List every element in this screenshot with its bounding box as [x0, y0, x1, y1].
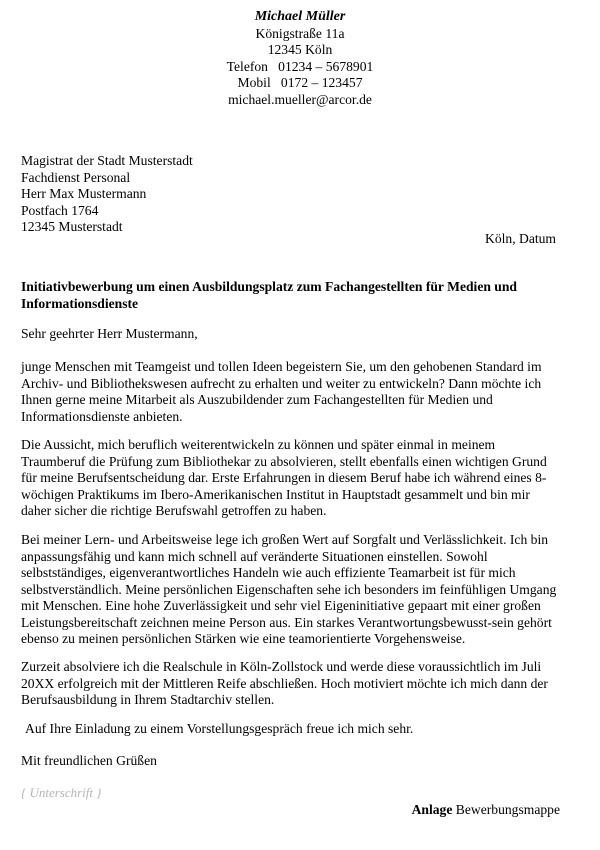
- sender-email: michael.mueller@arcor.de: [228, 91, 372, 107]
- body-paragraph-2: Die Aussicht, mich beruflich weiterentwickeln zu können und später einmal in meinem Traumberuf die Prüfung zum Bibliothekar zu absolvieren, stellt ebenfalls einen wichtigen Grund für meine Berufsentscheidung dar. Erste Erfahrungen in diesem Beruf habe ich während eines 8-wöchigen Praktikums im Ibero-Amerikanischen Institut in Hauptstadt gesammelt und bin mir daher sicher die richtige Berufswahl getroffen zu haben.: [21, 437, 547, 518]
- sender-mobile: Mobil 0172 – 123457: [237, 75, 363, 90]
- attachment-note: [412, 802, 560, 819]
- sender-city: 12345 Köln: [267, 42, 333, 57]
- recipient-line-1: Magistrat der Stadt Musterstadt: [21, 153, 193, 168]
- closing-phrase: Mit freundlichen Grüßen: [21, 753, 157, 768]
- recipient-line-5: 12345 Musterstadt: [21, 219, 123, 234]
- recipient-line-4: Postfach 1764: [21, 202, 99, 218]
- letter-date: Köln, Datum: [485, 231, 556, 246]
- sender-street: Königstraße 11a: [255, 25, 345, 41]
- body-paragraph-3: Bei meiner Lern- und Arbeitsweise lege ich großen Wert auf Sorgfalt und Verlässlichkeit. Ich bin anpassungsfähig und kann mich schnell auf veränderte Situationen einstellen. Sowohl selbstständiges, eigenverantwortliches Handeln wie auch effiziente Teamarbeit ist für mich selbstverständlich. Meine persönlichen Eigenschaften sehe ich besonders im feinfühligen Umgang mit Menschen. Eine hohe Zuverlässigkeit und sehr viel Eigeninitiative gepaart mit einer großen Leistungsbereitschaft zeichnen meine Person aus. Ein starkes Verantwortungsbewusst-sein gehört ebenso zu meinen persönlichen Stärken wie eine teamorientierte Vorgehensweise.: [21, 532, 557, 646]
- body-paragraph-5: Auf Ihre Einladung zu einem Vorstellungsgespräch freue ich mich sehr.: [25, 721, 414, 736]
- sender-name: Michael Müller: [254, 9, 346, 24]
- salutation: Sehr geehrter Herr Mustermann,: [21, 326, 198, 341]
- signature-placeholder: { Unterschrift }: [21, 785, 102, 800]
- sender-block: [0, 9, 600, 108]
- recipient-block: [21, 153, 193, 236]
- body-paragraph-4: Zurzeit absolviere ich die Realschule in Köln-Zollstock und werde diese voraussichtlich im Juli 20XX erfolgreich mit der Mittleren Reife abschließen. Hoch motiviert möchte ich mich dann der Berufsausbildung in Ihrem Stadtarchiv stellen.: [21, 659, 548, 707]
- recipient-line-2: Fachdienst Personal: [21, 169, 131, 185]
- subject-line: Initiativbewerbung um einen Ausbildungsplatz zum Fachangestellten für Medien und Informationsdienste: [21, 279, 517, 311]
- recipient-line-3: Herr Max Mustermann: [21, 186, 147, 201]
- sender-phone: Telefon 01234 – 5678901: [226, 58, 374, 74]
- attachment-label: Anlage: [411, 802, 453, 817]
- attachment-text: Bewerbungsmappe: [455, 802, 560, 817]
- body-paragraph-1: junge Menschen mit Teamgeist und tollen Ideen begeistern Sie, um den gehobenen Standard im Archiv- und Bibliothekswesen aufrecht zu erhalten und weiter zu entwickeln? Dann möchte ich Ihnen gerne meine Mitarbeit als Auszubildender zum Fachangestellten für Medien und Informationsdienste anbieten.: [21, 359, 542, 424]
